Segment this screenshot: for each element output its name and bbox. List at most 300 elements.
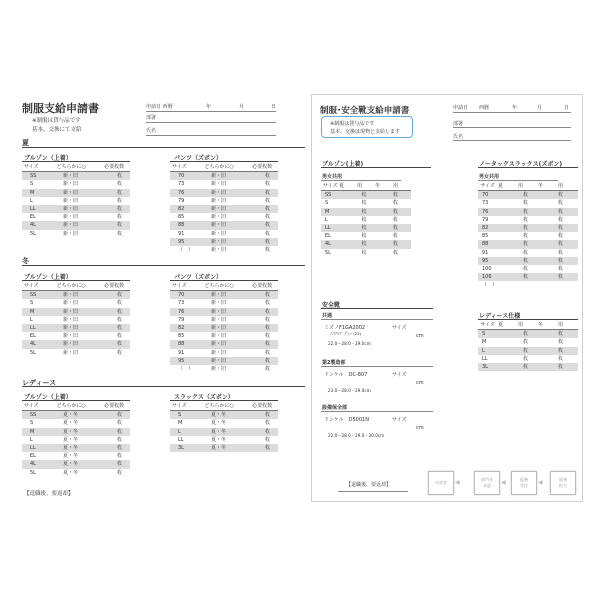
value-cell[interactable]: 新・旧 xyxy=(63,292,79,299)
size-cell: M xyxy=(30,308,35,315)
value-cell[interactable]: 枚 xyxy=(361,224,367,231)
value-cell[interactable]: 夏・冬 xyxy=(63,420,79,427)
table-row xyxy=(22,411,130,419)
count-cell[interactable]: 枚 xyxy=(265,349,271,356)
table-row xyxy=(478,232,578,240)
uniform-form-right xyxy=(311,94,583,502)
section-summer: 夏 xyxy=(22,139,29,147)
shoes-facility-unit: cm xyxy=(416,425,424,431)
value-cell[interactable]: 枚 xyxy=(393,208,399,215)
count-cell[interactable]: 枚 xyxy=(265,300,271,307)
table-row xyxy=(170,213,278,221)
column-header: 用 xyxy=(357,183,363,189)
value-cell[interactable]: 枚 xyxy=(558,363,564,370)
value-cell[interactable]: 枚 xyxy=(523,249,529,256)
table-header xyxy=(170,282,278,291)
count-cell[interactable]: 枚 xyxy=(117,469,123,476)
size-cell: LL xyxy=(30,324,36,331)
count-cell[interactable]: 枚 xyxy=(117,173,123,180)
count-cell[interactable]: 枚 xyxy=(117,230,123,237)
shoes-facility-label: 設備保全部 xyxy=(322,405,348,411)
count-cell[interactable]: 枚 xyxy=(117,316,123,323)
count-cell[interactable]: 枚 xyxy=(117,292,123,299)
size-cell: 100 xyxy=(482,265,492,272)
size-cell: （ ） xyxy=(482,282,498,289)
value-cell[interactable]: 新・旧 xyxy=(63,333,79,340)
count-cell[interactable]: 枚 xyxy=(117,428,123,435)
ladies-title: レディース仕様 xyxy=(479,313,521,320)
table-row xyxy=(22,221,130,229)
value-cell[interactable]: 枚 xyxy=(558,331,564,338)
field-day: 日 xyxy=(271,104,277,110)
value-cell[interactable]: 新・旧 xyxy=(211,189,227,196)
size-cell: 88 xyxy=(178,341,185,348)
value-cell[interactable]: 枚 xyxy=(361,241,367,248)
field-name: 氏名 xyxy=(146,128,157,134)
value-cell[interactable]: 夏・冬 xyxy=(211,428,227,435)
count-cell[interactable]: 枚 xyxy=(265,214,271,221)
value-cell[interactable]: 新・旧 xyxy=(211,365,227,372)
value-cell[interactable]: 枚 xyxy=(523,257,529,264)
value-cell[interactable]: 新・旧 xyxy=(211,357,227,364)
table-row xyxy=(478,363,578,371)
table-row xyxy=(478,273,578,281)
count-cell[interactable]: 枚 xyxy=(117,436,123,443)
section-ladies: レディース xyxy=(22,379,57,387)
table-row xyxy=(478,257,578,265)
table-row xyxy=(321,208,411,216)
column-header: 必要枚数 xyxy=(252,283,273,289)
count-cell[interactable]: 枚 xyxy=(265,436,271,443)
field-date-label: 申請日 西暦 xyxy=(146,104,173,110)
arrow-icon: ◀ xyxy=(455,479,460,486)
column-header: 冬 xyxy=(538,322,544,328)
shoes-factory2-range: 23.0～28.0・29.0cm xyxy=(328,388,371,393)
size-cell: 85 xyxy=(482,233,489,240)
count-cell[interactable]: 枚 xyxy=(117,214,123,221)
count-cell[interactable]: 枚 xyxy=(117,333,123,340)
size-cell: S xyxy=(30,300,34,307)
count-cell[interactable]: 枚 xyxy=(265,428,271,435)
value-cell[interactable]: 枚 xyxy=(558,274,564,281)
table-row xyxy=(22,444,130,452)
table-row xyxy=(170,230,278,238)
field-date-label: 申請日 xyxy=(453,105,469,111)
count-cell[interactable]: 枚 xyxy=(265,181,271,188)
value-cell[interactable]: 枚 xyxy=(558,208,564,215)
section-winter: 冬 xyxy=(22,257,29,265)
column-header: 必要枚数 xyxy=(252,403,273,409)
value-cell[interactable]: 新・旧 xyxy=(63,316,79,323)
value-cell[interactable]: 枚 xyxy=(523,233,529,240)
value-cell[interactable]: 夏・冬 xyxy=(211,420,227,427)
table-row xyxy=(170,299,278,307)
table-row xyxy=(478,330,578,338)
field-month: 月 xyxy=(537,105,543,111)
column-header: サイズ xyxy=(24,164,39,170)
shoes-common-name: ミズノF1GA2002 xyxy=(324,325,366,331)
table-row xyxy=(321,191,411,199)
slacks-table xyxy=(478,182,578,289)
size-cell: 73 xyxy=(178,300,185,307)
size-cell: 73 xyxy=(482,200,489,207)
blouson-title: ブルゾン(上着) xyxy=(322,161,364,168)
count-cell[interactable]: 枚 xyxy=(265,365,271,372)
count-cell[interactable]: 枚 xyxy=(117,181,123,188)
value-cell[interactable]: 新・旧 xyxy=(63,197,79,204)
value-cell[interactable]: 枚 xyxy=(361,249,367,256)
column-header: 必要枚数 xyxy=(104,403,125,409)
table-row xyxy=(170,357,278,365)
value-cell[interactable]: 枚 xyxy=(558,339,564,346)
value-cell[interactable]: 新・旧 xyxy=(211,205,227,212)
count-cell[interactable]: 枚 xyxy=(265,333,271,340)
value-cell[interactable]: 新・旧 xyxy=(211,300,227,307)
count-cell[interactable]: 枚 xyxy=(265,222,271,229)
value-cell[interactable]: 新・旧 xyxy=(211,238,227,245)
table-row xyxy=(478,249,578,257)
arrow-icon: ◀ xyxy=(538,479,543,486)
field-dept: 部署 xyxy=(453,121,464,127)
size-cell: 73 xyxy=(178,181,185,188)
value-cell[interactable]: 新・旧 xyxy=(211,222,227,229)
table-row xyxy=(170,411,278,419)
blouson-table xyxy=(321,182,411,257)
table-row xyxy=(321,249,411,257)
value-cell[interactable]: 新・旧 xyxy=(63,230,79,237)
value-cell[interactable]: 枚 xyxy=(523,192,529,199)
value-cell[interactable]: 枚 xyxy=(523,224,529,231)
value-cell[interactable]: 枚 xyxy=(393,216,399,223)
table-row xyxy=(170,365,278,373)
value-cell[interactable]: 新・旧 xyxy=(211,341,227,348)
value-cell[interactable]: 新・旧 xyxy=(211,230,227,237)
value-cell[interactable]: 新・旧 xyxy=(211,349,227,356)
size-cell: EL xyxy=(325,233,331,240)
table-row xyxy=(321,240,411,248)
count-cell[interactable]: 枚 xyxy=(265,316,271,323)
table-row xyxy=(22,452,130,460)
value-cell[interactable]: 枚 xyxy=(523,355,529,362)
winter-pants-table xyxy=(170,282,278,373)
field-year: 年 xyxy=(512,105,518,111)
value-cell[interactable]: 夏・冬 xyxy=(63,469,79,476)
table-row xyxy=(170,189,278,197)
value-cell[interactable]: 枚 xyxy=(558,355,564,362)
value-cell[interactable]: 枚 xyxy=(393,200,399,207)
count-cell[interactable]: 枚 xyxy=(117,349,123,356)
count-cell[interactable]: 枚 xyxy=(117,453,123,460)
value-cell[interactable]: 枚 xyxy=(393,192,399,199)
value-cell[interactable]: 枚 xyxy=(393,241,399,248)
count-cell[interactable]: 枚 xyxy=(265,292,271,299)
note-box xyxy=(321,116,413,138)
value-cell[interactable]: 新・旧 xyxy=(63,181,79,188)
count-cell[interactable]: 枚 xyxy=(265,420,271,427)
value-cell[interactable]: 枚 xyxy=(523,241,529,248)
count-cell[interactable]: 枚 xyxy=(265,230,271,237)
count-cell[interactable]: 枚 xyxy=(265,341,271,348)
value-cell[interactable]: 枚 xyxy=(361,192,367,199)
count-cell[interactable]: 枚 xyxy=(117,324,123,331)
count-cell[interactable]: 枚 xyxy=(117,222,123,229)
count-cell[interactable]: 枚 xyxy=(117,300,123,307)
table-row xyxy=(478,355,578,363)
table-header xyxy=(478,182,578,191)
value-cell[interactable]: 枚 xyxy=(523,347,529,354)
value-cell[interactable]: 枚 xyxy=(393,224,399,231)
value-cell[interactable]: 夏・冬 xyxy=(211,436,227,443)
size-cell: S xyxy=(30,420,34,427)
table-row xyxy=(22,308,130,316)
count-cell[interactable]: 枚 xyxy=(117,308,123,315)
winter-blouson-table xyxy=(22,282,130,357)
note-line-1: ※制服は貸与品です xyxy=(330,121,375,127)
value-cell[interactable]: 枚 xyxy=(523,274,529,281)
field-month: 月 xyxy=(239,104,245,110)
summer-blouson-table xyxy=(22,163,130,238)
size-cell: 70 xyxy=(178,292,185,299)
stamp-general-affairs-reception: 総務 受付 xyxy=(511,471,537,495)
size-cell: （ ） xyxy=(178,246,194,253)
column-header: 必要枚数 xyxy=(104,164,125,170)
value-cell[interactable]: 新・旧 xyxy=(63,205,79,212)
count-cell[interactable]: 枚 xyxy=(117,189,123,196)
footer-return-note: 【退職後、要返却】 xyxy=(346,482,392,488)
value-cell[interactable]: 新・旧 xyxy=(211,246,227,253)
value-cell[interactable]: 枚 xyxy=(361,216,367,223)
value-cell[interactable]: 枚 xyxy=(523,208,529,215)
table-header xyxy=(170,402,278,411)
field-name: 氏名 xyxy=(453,134,464,140)
table-row xyxy=(22,349,130,357)
column-header: サイズ xyxy=(172,164,187,170)
value-cell[interactable]: 枚 xyxy=(558,347,564,354)
value-cell[interactable]: 新・旧 xyxy=(63,214,79,221)
table-header xyxy=(22,163,130,172)
shoes-common-unit: cm xyxy=(416,333,424,339)
value-cell[interactable]: 枚 xyxy=(393,233,399,240)
value-cell[interactable]: 枚 xyxy=(558,233,564,240)
table-row xyxy=(22,460,130,468)
value-cell[interactable]: 夏・冬 xyxy=(211,412,227,419)
value-cell[interactable]: 枚 xyxy=(558,200,564,207)
size-cell: 85 xyxy=(178,333,185,340)
size-cell: S xyxy=(482,331,486,338)
value-cell[interactable]: 夏・冬 xyxy=(63,412,79,419)
column-header: どちらかに○ xyxy=(204,283,234,289)
shoes-factory2-label: 第2製造部 xyxy=(322,360,346,366)
shoes-factory2-size-label: サイズ xyxy=(392,372,407,378)
value-cell[interactable]: 枚 xyxy=(558,241,564,248)
value-cell[interactable]: 枚 xyxy=(361,233,367,240)
value-cell[interactable]: 夏・冬 xyxy=(63,453,79,460)
table-row xyxy=(478,347,578,355)
column-header: 夏 xyxy=(339,183,345,189)
column-header: どちらかに○ xyxy=(56,403,86,409)
table-row xyxy=(22,189,130,197)
field-year: 年 xyxy=(206,104,212,110)
shoes-common-size-label: サイズ xyxy=(392,325,407,331)
summer-pants-table xyxy=(170,163,278,254)
value-cell[interactable]: 枚 xyxy=(558,216,564,223)
count-cell[interactable]: 枚 xyxy=(265,308,271,315)
value-cell[interactable]: 新・旧 xyxy=(211,214,227,221)
count-cell[interactable]: 枚 xyxy=(265,412,271,419)
size-cell: 88 xyxy=(482,241,489,248)
count-cell[interactable]: 枚 xyxy=(117,341,123,348)
table-row xyxy=(170,308,278,316)
shoes-facility-name: ドンケル D5001N xyxy=(324,417,369,423)
table-row xyxy=(478,240,578,248)
size-cell: L xyxy=(482,347,485,354)
size-cell: M xyxy=(178,420,183,427)
size-cell: 82 xyxy=(482,224,489,231)
value-cell[interactable]: 新・旧 xyxy=(63,341,79,348)
table-header xyxy=(22,282,130,291)
value-cell[interactable]: 枚 xyxy=(558,265,564,272)
size-cell: 3L xyxy=(482,363,488,370)
size-cell: LL xyxy=(30,205,36,212)
value-cell[interactable]: 新・旧 xyxy=(211,333,227,340)
value-cell[interactable]: 新・旧 xyxy=(211,324,227,331)
size-cell: 106 xyxy=(482,274,492,281)
size-cell: 85 xyxy=(178,214,185,221)
value-cell[interactable]: 枚 xyxy=(523,216,529,223)
table-row xyxy=(22,316,130,324)
value-cell[interactable]: 枚 xyxy=(523,265,529,272)
table-row xyxy=(321,232,411,240)
count-cell[interactable]: 枚 xyxy=(117,444,123,451)
value-cell[interactable]: 新・旧 xyxy=(211,308,227,315)
count-cell[interactable]: 枚 xyxy=(265,205,271,212)
size-cell: 82 xyxy=(178,205,185,212)
size-cell: L xyxy=(30,436,33,443)
count-cell[interactable]: 枚 xyxy=(265,444,271,451)
value-cell[interactable]: 新・旧 xyxy=(63,308,79,315)
value-cell[interactable]: 枚 xyxy=(523,331,529,338)
table-row xyxy=(22,172,130,180)
value-cell[interactable]: 夏・冬 xyxy=(63,436,79,443)
value-cell[interactable]: 夏・冬 xyxy=(63,428,79,435)
size-cell: L xyxy=(30,316,33,323)
count-cell[interactable]: 枚 xyxy=(265,238,271,245)
value-cell[interactable]: 枚 xyxy=(393,249,399,256)
column-header: サイズ xyxy=(480,322,495,328)
count-cell[interactable]: 枚 xyxy=(265,173,271,180)
count-cell[interactable]: 枚 xyxy=(117,420,123,427)
summer-pants-title: パンツ（ズボン） xyxy=(174,155,223,162)
size-cell: 95 xyxy=(178,357,185,364)
winter-pants-title: パンツ（ズボン） xyxy=(174,274,223,281)
value-cell[interactable]: 枚 xyxy=(361,208,367,215)
table-row xyxy=(478,281,578,289)
size-cell: EL xyxy=(30,333,36,340)
table-row xyxy=(22,299,130,307)
count-cell[interactable]: 枚 xyxy=(265,197,271,204)
value-cell[interactable]: 枚 xyxy=(558,249,564,256)
form-title: 制服支給申請書 xyxy=(22,102,99,115)
table-row xyxy=(170,180,278,188)
size-cell: 95 xyxy=(482,257,489,264)
table-row xyxy=(170,340,278,348)
count-cell[interactable]: 枚 xyxy=(265,324,271,331)
value-cell[interactable]: 新・旧 xyxy=(63,324,79,331)
field-era: 西暦 xyxy=(479,105,490,111)
column-header: 必要枚数 xyxy=(104,283,125,289)
size-cell: 4L xyxy=(325,241,331,248)
ladies-blouson-table xyxy=(22,402,130,477)
table-row xyxy=(22,213,130,221)
value-cell[interactable]: 新・旧 xyxy=(211,173,227,180)
uniform-form-left xyxy=(18,94,308,502)
table-row xyxy=(321,224,411,232)
size-cell: 3L xyxy=(178,444,184,451)
table-row xyxy=(170,444,278,452)
count-cell[interactable]: 枚 xyxy=(117,197,123,204)
value-cell[interactable]: 新・旧 xyxy=(211,316,227,323)
count-cell[interactable]: 枚 xyxy=(117,205,123,212)
column-header: 用 xyxy=(518,322,524,328)
count-cell[interactable]: 枚 xyxy=(117,461,123,468)
field-day: 日 xyxy=(564,105,570,111)
count-cell[interactable]: 枚 xyxy=(265,357,271,364)
size-cell: 4L xyxy=(30,461,36,468)
ladies-table xyxy=(478,321,578,371)
table-row xyxy=(22,324,130,332)
value-cell[interactable]: 枚 xyxy=(523,339,529,346)
value-cell[interactable]: 新・旧 xyxy=(211,181,227,188)
size-cell: L xyxy=(325,216,328,223)
size-cell: SS xyxy=(30,292,37,299)
size-cell: LL xyxy=(482,355,488,362)
count-cell[interactable]: 枚 xyxy=(117,412,123,419)
value-cell[interactable]: 夏・冬 xyxy=(63,461,79,468)
value-cell[interactable]: 新・旧 xyxy=(211,197,227,204)
value-cell[interactable]: 夏・冬 xyxy=(211,444,227,451)
summer-blouson-title: ブルゾン（上着） xyxy=(24,155,72,162)
value-cell[interactable]: 枚 xyxy=(361,200,367,207)
column-header: サイズ xyxy=(172,283,187,289)
value-cell[interactable]: 新・旧 xyxy=(211,292,227,299)
table-row xyxy=(478,265,578,273)
stamp-applicant: 申請者 xyxy=(428,471,454,495)
blouson-sub: 男女共用 xyxy=(322,174,343,180)
size-cell: 88 xyxy=(178,222,185,229)
ladies-slacks-table xyxy=(170,402,278,452)
value-cell[interactable]: 枚 xyxy=(558,192,564,199)
value-cell[interactable]: 夏・冬 xyxy=(63,444,79,451)
value-cell[interactable]: 枚 xyxy=(558,257,564,264)
count-cell[interactable]: 枚 xyxy=(265,246,271,253)
value-cell[interactable]: 新・旧 xyxy=(63,222,79,229)
value-cell[interactable]: 枚 xyxy=(558,224,564,231)
table-row xyxy=(170,316,278,324)
table-row xyxy=(170,349,278,357)
value-cell[interactable]: 新・旧 xyxy=(63,349,79,356)
column-header: サイズ xyxy=(24,403,39,409)
size-cell: SS xyxy=(30,173,37,180)
value-cell[interactable]: 新・旧 xyxy=(63,300,79,307)
count-cell[interactable]: 枚 xyxy=(265,189,271,196)
value-cell[interactable]: 新・旧 xyxy=(63,173,79,180)
column-header: 用 xyxy=(558,322,564,328)
table-row xyxy=(22,419,130,427)
value-cell[interactable]: 新・旧 xyxy=(63,189,79,196)
slacks-sub: 男女共用 xyxy=(479,174,500,180)
value-cell[interactable]: 枚 xyxy=(523,363,529,370)
value-cell[interactable]: 枚 xyxy=(523,200,529,207)
